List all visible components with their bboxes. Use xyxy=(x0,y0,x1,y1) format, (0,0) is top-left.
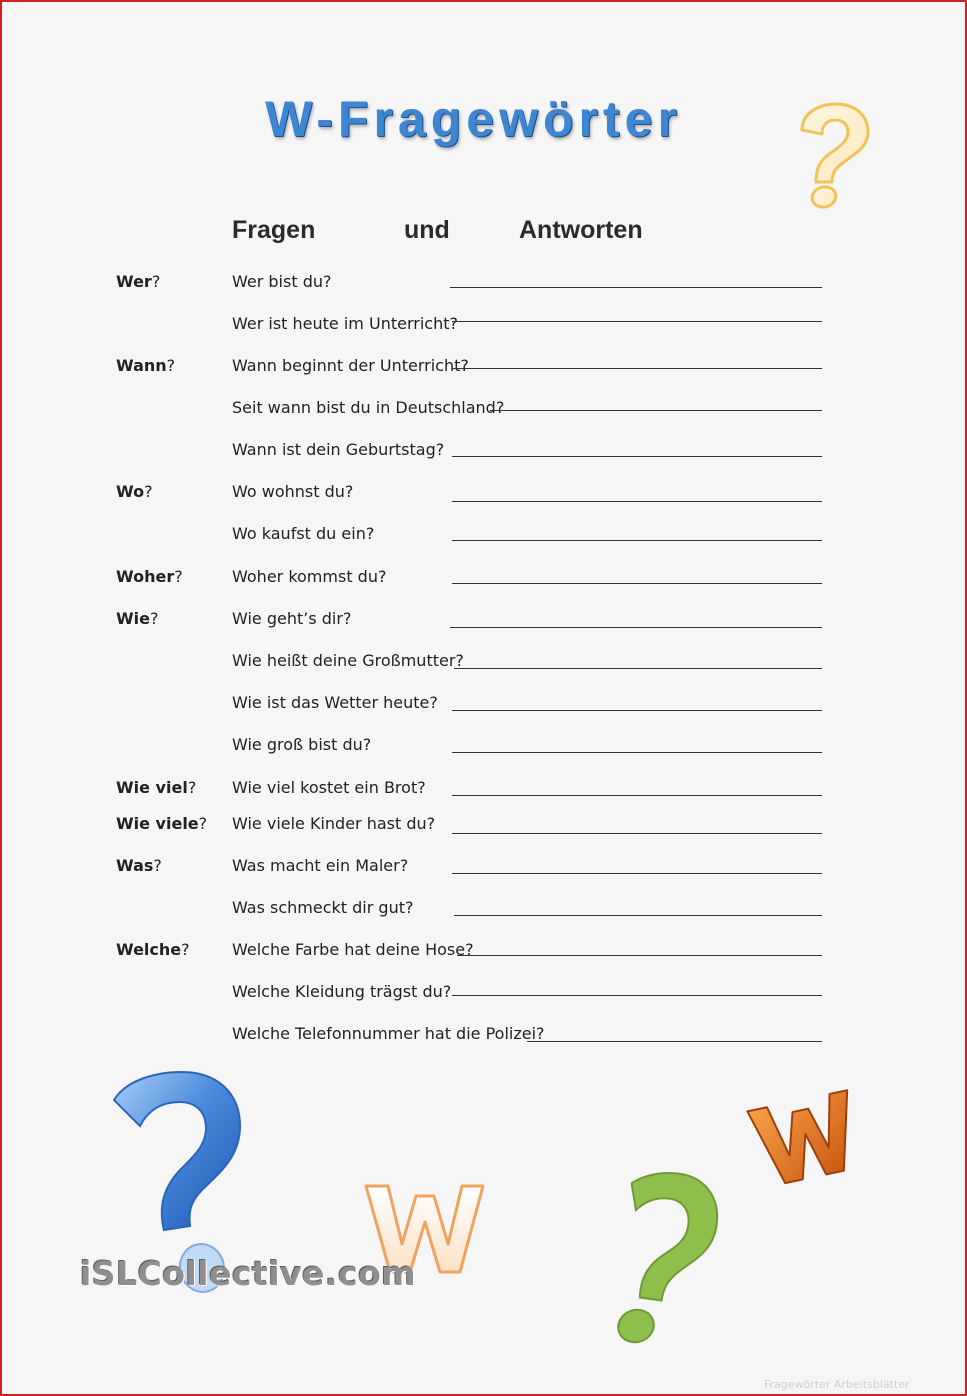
question-text: Woher kommst du? xyxy=(232,567,387,586)
question-mark-green-icon xyxy=(606,1170,718,1350)
answer-line[interactable] xyxy=(450,627,822,628)
question-row xyxy=(2,898,965,928)
question-row xyxy=(2,440,965,470)
answer-line[interactable] xyxy=(527,1041,822,1042)
w-word-question-mark: ? xyxy=(151,272,161,291)
w-word-label xyxy=(116,609,158,628)
w-word-text: Welche xyxy=(116,940,182,959)
question-row xyxy=(2,482,965,512)
watermark-text: Fragewörter Arbeitsblätter xyxy=(764,1378,910,1391)
question-text: Welche Telefonnummer hat die Polizei? xyxy=(232,1024,545,1043)
question-row xyxy=(2,524,965,554)
w-word-text: Wie xyxy=(116,609,150,628)
w-word-question-mark: ? xyxy=(181,940,190,959)
w-word-label xyxy=(116,567,183,586)
answer-line[interactable] xyxy=(452,501,822,502)
answer-line[interactable] xyxy=(452,456,822,457)
question-row xyxy=(2,1024,965,1054)
question-text: Seit wann bist du in Deutschland? xyxy=(232,398,505,417)
question-row xyxy=(2,693,965,723)
answer-line[interactable] xyxy=(452,873,822,874)
question-text: Wie heißt deine Großmutter? xyxy=(232,651,464,670)
w-word-label xyxy=(116,778,196,797)
question-text: Was macht ein Maler? xyxy=(232,856,409,875)
page-title: W-Fragewörter xyxy=(265,91,682,147)
answer-line[interactable] xyxy=(452,540,822,541)
question-text: Wann beginnt der Unterricht? xyxy=(232,356,469,375)
w-word-label xyxy=(116,814,207,833)
header-antworten: Antworten xyxy=(519,216,643,244)
question-text: Was schmeckt dir gut? xyxy=(232,898,414,917)
answer-line[interactable] xyxy=(452,321,822,322)
question-text: Wie viele Kinder hast du? xyxy=(232,814,436,833)
question-row xyxy=(2,735,965,765)
question-row xyxy=(2,609,965,639)
header-fragen: Fragen xyxy=(232,216,316,244)
question-text: Wer ist heute im Unterricht? xyxy=(232,314,458,333)
question-row xyxy=(2,982,965,1012)
w-word-text: Wer xyxy=(116,272,152,291)
w-word-text: Wo xyxy=(116,482,145,501)
answer-line[interactable] xyxy=(452,583,822,584)
letter-w-orange-icon xyxy=(750,1082,860,1192)
question-row xyxy=(2,314,965,344)
w-word-text: Wie viel xyxy=(116,778,188,797)
question-text: Wann ist dein Geburtstag? xyxy=(232,440,445,459)
answer-line[interactable] xyxy=(452,368,822,369)
w-word-question-mark: ? xyxy=(149,609,159,628)
w-word-label xyxy=(116,940,190,959)
question-text: Wo wohnst du? xyxy=(232,482,354,501)
answer-line[interactable] xyxy=(454,668,822,669)
answer-line[interactable] xyxy=(452,795,822,796)
w-word-label xyxy=(116,356,175,375)
answer-line[interactable] xyxy=(452,710,822,711)
answer-line[interactable] xyxy=(454,915,822,916)
w-word-text: Wie viele xyxy=(116,814,199,833)
answer-line[interactable] xyxy=(452,833,822,834)
question-row xyxy=(2,567,965,597)
question-row xyxy=(2,272,965,302)
w-word-label xyxy=(116,272,160,291)
question-text: Wo kaufst du ein? xyxy=(232,524,375,543)
question-mark-outline-icon xyxy=(792,102,874,212)
w-word-question-mark: ? xyxy=(144,482,153,501)
answer-line[interactable] xyxy=(490,410,822,411)
w-word-question-mark: ? xyxy=(198,814,208,833)
header-und: und xyxy=(404,216,450,244)
question-row xyxy=(2,778,965,808)
question-row xyxy=(2,356,965,386)
w-word-question-mark: ? xyxy=(153,856,162,875)
answer-line[interactable] xyxy=(452,752,822,753)
answer-line[interactable] xyxy=(457,955,822,956)
w-word-text: Woher xyxy=(116,567,175,586)
w-word-question-mark: ? xyxy=(187,778,197,797)
w-word-label xyxy=(116,482,153,501)
question-row xyxy=(2,814,965,844)
answer-line[interactable] xyxy=(450,287,822,288)
question-row xyxy=(2,856,965,886)
w-word-question-mark: ? xyxy=(166,356,176,375)
question-row xyxy=(2,651,965,681)
islcollective-logo: iSLCollective.com xyxy=(80,1254,417,1293)
question-text: Wie groß bist du? xyxy=(232,735,372,754)
question-text: Wie viel kostet ein Brot? xyxy=(232,778,426,797)
question-row xyxy=(2,940,965,970)
w-word-label xyxy=(116,856,162,875)
w-word-question-mark: ? xyxy=(174,567,183,586)
w-word-text: Was xyxy=(116,856,154,875)
w-word-text: Wann xyxy=(116,356,167,375)
question-text: Welche Kleidung trägst du? xyxy=(232,982,452,1001)
answer-line[interactable] xyxy=(452,995,822,996)
question-text: Wie geht’s dir? xyxy=(232,609,352,628)
question-row xyxy=(2,398,965,428)
question-text: Wie ist das Wetter heute? xyxy=(232,693,438,712)
question-text: Wer bist du? xyxy=(232,272,332,291)
question-text: Welche Farbe hat deine Hose? xyxy=(232,940,474,959)
